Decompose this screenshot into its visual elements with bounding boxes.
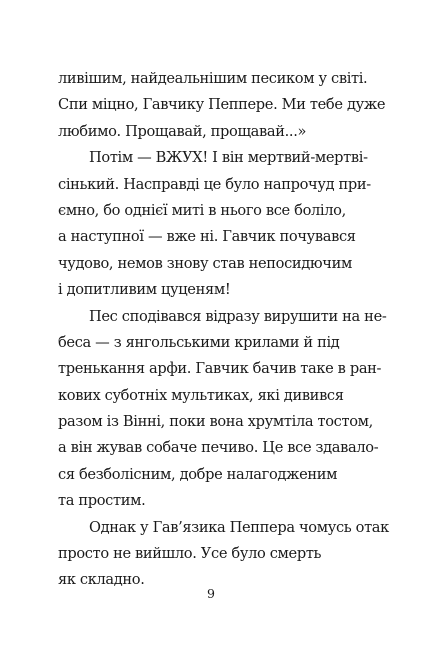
- text-line: беса — з янгольськими крилами й під: [58, 333, 340, 351]
- text-line: любимо. Прощавай, прощавай...»: [58, 122, 307, 140]
- text-line: сінький. Насправді це було напрочуд при-: [58, 175, 371, 193]
- text-line: а він жував собаче печиво. Це все здавало-: [58, 439, 379, 457]
- paragraph-first-line: Однак у Гав’язика Пеппера чомусь отак: [89, 518, 389, 536]
- text-line: кових суботніх мультиках, які дивився: [58, 386, 344, 404]
- page-number: 9: [207, 586, 215, 601]
- text-line: і допитливим цуценям!: [58, 281, 231, 299]
- text-line: чудово, немов знову став непосидючим: [58, 254, 352, 272]
- text-line: разом із Вінні, поки вона хрумтіла тостом,: [58, 413, 373, 431]
- paragraph-first-line: Потім — ВЖУХ! І він мертвий-мертві-: [89, 149, 368, 167]
- text-line: ся безболісним, добре налагодженим: [58, 465, 338, 483]
- text-line: та простим.: [58, 492, 146, 510]
- text-line: ливішим, найдеальнішим песиком у світі.: [58, 70, 368, 87]
- text-line: а наступної — вже ні. Гавчик почувався: [58, 228, 356, 246]
- paragraph-first-line: Пес сподівався відразу вирушити на не-: [89, 307, 387, 325]
- text-line: просто не вийшло. Усе було смерть: [58, 545, 322, 563]
- text-line: ємно, бо однієї миті в нього все боліло,: [58, 201, 346, 219]
- body-text: [58, 66, 389, 594]
- text-line: Спи міцно, Гавчику Пеппере. Ми тебе дуже: [58, 96, 386, 114]
- text-line: як складно.: [58, 571, 145, 589]
- text-line: тренькання арфи. Гавчик бачив таке в ран-: [58, 360, 382, 378]
